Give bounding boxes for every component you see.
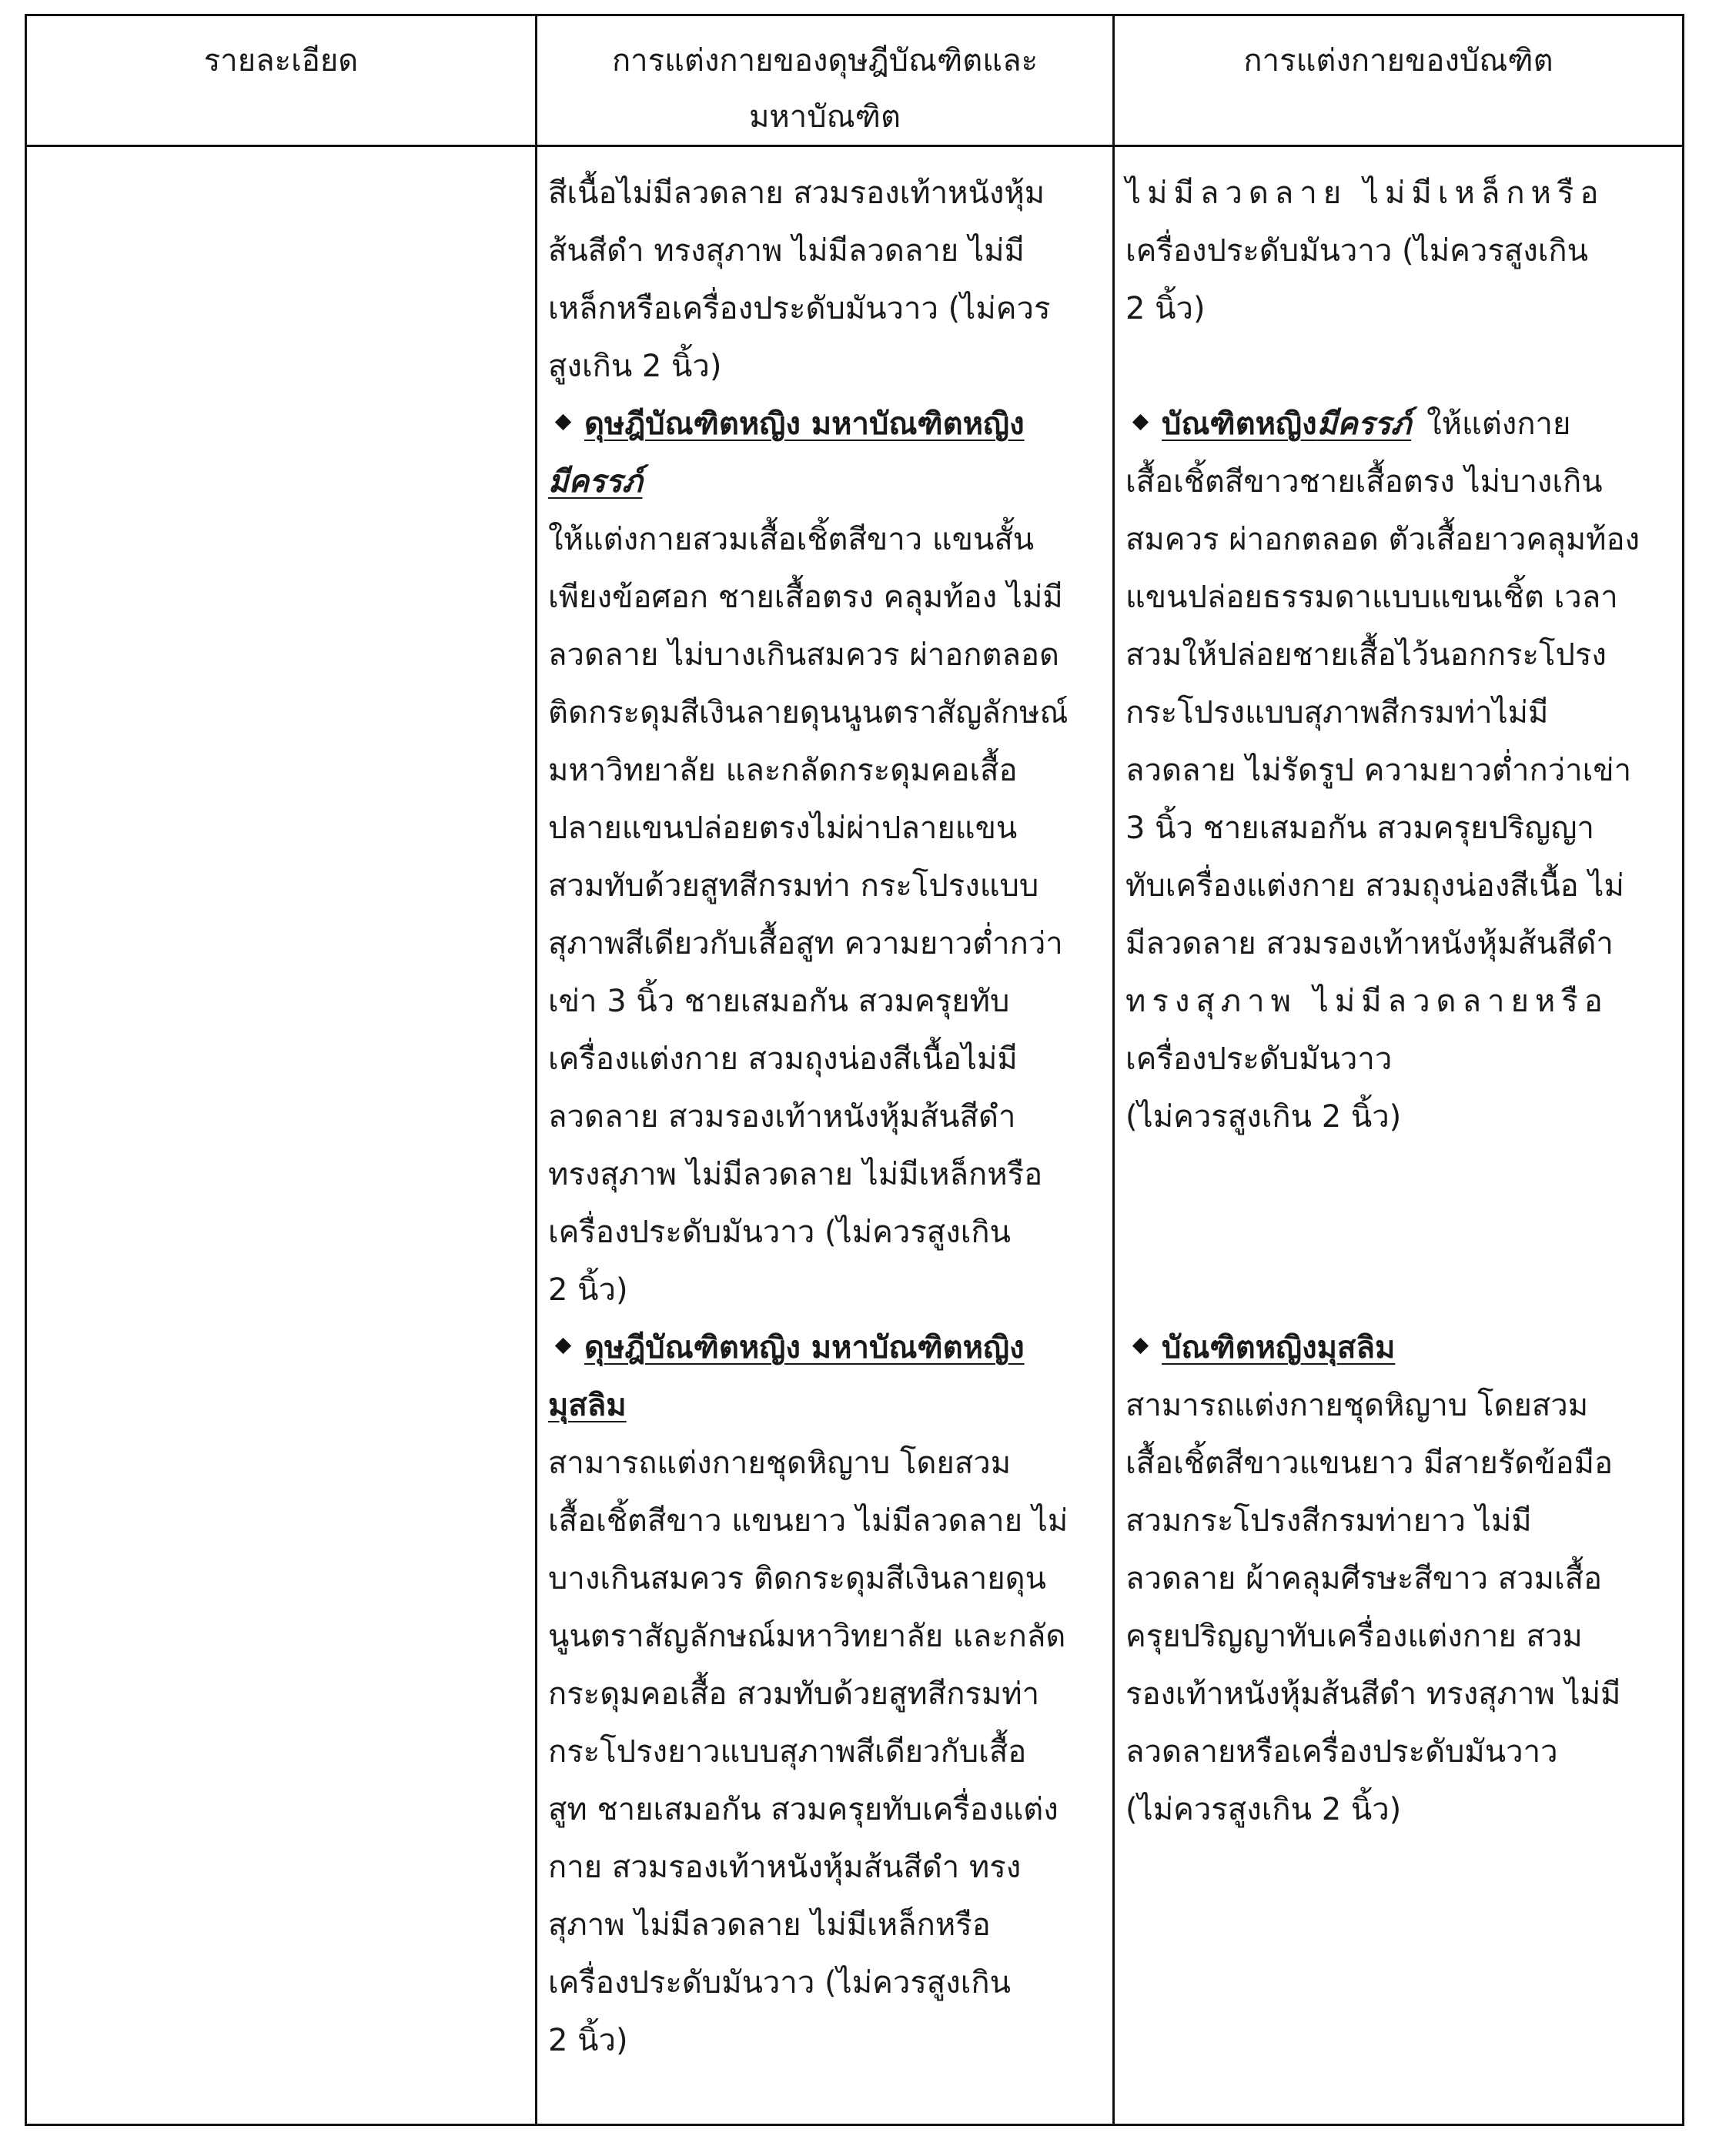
text-line: สวมทับด้วยสูทสีกรมท่า กระโปรงแบบ: [548, 868, 1039, 904]
blank-line: [1125, 1262, 1673, 1319]
heading-title-emphasis: มีครรภ์: [1316, 406, 1412, 442]
text-line: ครุยปริญญาทับเครื่องแต่งกาย สวม: [1125, 1619, 1583, 1654]
text-line: เสื้อเชิ้ตสีขาว แขนยาว ไม่มีลวดลาย ไม่: [548, 1503, 1069, 1539]
text-line: ทรงสุภาพ ไม่มีลวดลาย ไม่มีเหล็กหรือ: [548, 1157, 1043, 1192]
blank-line: [1125, 1146, 1673, 1204]
text-line: สามารถแต่งกายชุดหิญาบ โดยสวม: [1125, 1388, 1589, 1423]
text-line: นูนตราสัญลักษณ์มหาวิทยาลัย และกลัด: [548, 1619, 1066, 1654]
graduate-header-label: การแต่งกายของบัณฑิต: [1243, 43, 1553, 79]
text-line: เสื้อเชิ้ตสีขาวแขนยาว มีสายรัดข้อมือ: [1125, 1446, 1614, 1481]
heading-title: บัณฑิตหญิงมุสลิม: [1162, 1330, 1396, 1365]
heading-title: มีครรภ์: [548, 464, 643, 500]
text-line: สูท ชายเสมอกัน สวมครุยทับเครื่องแต่ง: [548, 1792, 1059, 1827]
text-line: ลวดลายหรือเครื่องประดับมันวาว: [1125, 1734, 1558, 1770]
graduate-cell: [1115, 147, 1682, 2124]
text-line: กระโปรงแบบสุภาพสีกรมท่าไม่มี: [1125, 695, 1549, 730]
dress-code-table: [25, 14, 1684, 2126]
diamond-bullet-icon: [555, 1338, 571, 1354]
text-line: ลวดลาย สวมรองเท้าหนังหุ้มส้นสีดำ: [548, 1099, 1016, 1135]
blank-line: [1125, 338, 1673, 396]
section-heading-muslim: [1125, 1319, 1673, 1377]
text-line: รองเท้าหนังหุ้มส้นสีดำ ทรงสุภาพ ไม่มี: [1125, 1676, 1621, 1712]
diamond-bullet-icon: [1132, 414, 1149, 430]
text-line: สวมกระโปรงสีกรมท่ายาว ไม่มี: [1125, 1503, 1532, 1539]
text-line: เครื่องประดับมันวาว (ไม่ควรสูงเกิน: [548, 1215, 1011, 1250]
text-line: ติดกระดุมสีเงินลายดุนนูนตราสัญลักษณ์: [548, 695, 1069, 730]
section-heading-pregnant: [1125, 396, 1673, 453]
diamond-bullet-icon: [555, 414, 571, 430]
text-line: 2 นิ้ว): [1125, 291, 1206, 326]
text-line: ทับเครื่องแต่งกาย สวมถุงน่องสีเนื้อ ไม่: [1125, 868, 1624, 904]
text-line: ลวดลาย ผ้าคลุมศีรษะสีขาว สวมเสื้อ: [1125, 1561, 1603, 1596]
text-line: เครื่องประดับมันวาว (ไม่ควรสูงเกิน: [1125, 233, 1588, 269]
section-heading-pregnant: [548, 396, 1103, 453]
blank-line: [1125, 1204, 1673, 1262]
text-line: เครื่องประดับมันวาว (ไม่ควรสูงเกิน: [548, 1965, 1011, 2001]
text-line: มีลวดลาย สวมรองเท้าหนังหุ้มส้นสีดำ: [1125, 926, 1614, 961]
heading-title: ดุษฎีบัณฑิตหญิง มหาบัณฑิตหญิง: [584, 406, 1025, 442]
text-line: บางเกินสมควร ติดกระดุมสีเงินลายดุน: [548, 1561, 1046, 1596]
text-line: (ไม่ควรสูงเกิน 2 นิ้ว): [1125, 1099, 1402, 1135]
postgrad-cell: [537, 147, 1115, 2124]
text-line: ลวดลาย ไม่รัดรูป ความยาวต่ำกว่าเข่า: [1125, 753, 1632, 788]
text-line: สูงเกิน 2 นิ้ว): [548, 349, 722, 384]
text-line: กระโปรงยาวแบบสุภาพสีเดียวกับเสื้อ: [548, 1734, 1027, 1770]
details-header-label: รายละเอียด: [203, 43, 359, 79]
text-line: สีเนื้อไม่มีลวดลาย สวมรองเท้าหนังหุ้ม: [548, 175, 1045, 211]
text-line: เครื่องประดับมันวาว: [1125, 1041, 1393, 1077]
postgrad-header: [537, 16, 1115, 147]
text-line: เครื่องแต่งกาย สวมถุงน่องสีเนื้อไม่มี: [548, 1041, 1018, 1077]
postgrad-header-label: การแต่งกายของดุษฎีบัณฑิตและ: [611, 43, 1038, 79]
text-line: สวมให้ปล่อยชายเสื้อไว้นอกกระโปรง: [1125, 637, 1607, 673]
text-line: (ไม่ควรสูงเกิน 2 นิ้ว): [1125, 1792, 1402, 1827]
details-header: [27, 16, 537, 147]
text-line: เสื้อเชิ้ตสีขาวชายเสื้อตรง ไม่บางเกิน: [1125, 464, 1603, 500]
heading-rest: ให้แต่งกาย: [1426, 406, 1571, 442]
text-line: เพียงข้อศอก ชายเสื้อตรง คลุมท้อง ไม่มี: [548, 580, 1063, 615]
text-line: ทรงสุภาพ ไม่มีลวดลายหรือ: [1125, 984, 1609, 1019]
text-line: ส้นสีดำ ทรงสุภาพ ไม่มีลวดลาย ไม่มี: [548, 233, 1025, 269]
text-line: ปลายแขนปล่อยตรงไม่ผ่าปลายแขน: [548, 811, 1018, 846]
text-line: ลวดลาย ไม่บางเกินสมควร ผ่าอกตลอด: [548, 637, 1060, 673]
postgrad-header-label: มหาบัณฑิต: [749, 99, 901, 135]
text-line: เหล็กหรือเครื่องประดับมันวาว (ไม่ควร: [548, 291, 1051, 326]
text-line: แขนปล่อยธรรมดาแบบแขนเชิ้ต เวลา: [1125, 580, 1618, 615]
text-line: สามารถแต่งกายชุดหิญาบ โดยสวม: [548, 1446, 1012, 1481]
text-line: ให้แต่งกายสวมเสื้อเชิ้ตสีขาว แขนสั้น: [548, 522, 1035, 557]
section-heading-continued: [548, 1377, 1103, 1435]
graduate-header: [1115, 16, 1682, 147]
text-line: เข่า 3 นิ้ว ชายเสมอกัน สวมครุยทับ: [548, 984, 1010, 1019]
diamond-bullet-icon: [1132, 1338, 1149, 1354]
text-line: 2 นิ้ว): [548, 2023, 628, 2058]
section-heading-muslim: [548, 1319, 1103, 1377]
text-line: กาย สวมรองเท้าหนังหุ้มส้นสีดำ ทรง: [548, 1850, 1022, 1885]
text-line: กระดุมคอเสื้อ สวมทับด้วยสูทสีกรมท่า: [548, 1676, 1040, 1712]
details-cell: [27, 147, 537, 2124]
text-line: สุภาพ ไม่มีลวดลาย ไม่มีเหล็กหรือ: [548, 1907, 991, 1943]
heading-title: ดุษฎีบัณฑิตหญิง มหาบัณฑิตหญิง: [584, 1330, 1025, 1365]
text-line: สมควร ผ่าอกตลอด ตัวเสื้อยาวคลุมท้อง: [1125, 522, 1640, 557]
text-line: 3 นิ้ว ชายเสมอกัน สวมครุยปริญญา: [1125, 811, 1594, 846]
text-line: มหาวิทยาลัย และกลัดกระดุมคอเสื้อ: [548, 753, 1018, 788]
section-heading-continued: [548, 453, 1103, 511]
text-line: สุภาพสีเดียวกับเสื้อสูท ความยาวต่ำกว่า: [548, 926, 1063, 961]
text-line: ไม่มีลวดลาย ไม่มีเหล็กหรือ: [1125, 175, 1605, 211]
text-line: 2 นิ้ว): [548, 1272, 628, 1308]
heading-title: บัณฑิตหญิง: [1162, 406, 1317, 442]
heading-title: มุสลิม: [548, 1388, 627, 1423]
